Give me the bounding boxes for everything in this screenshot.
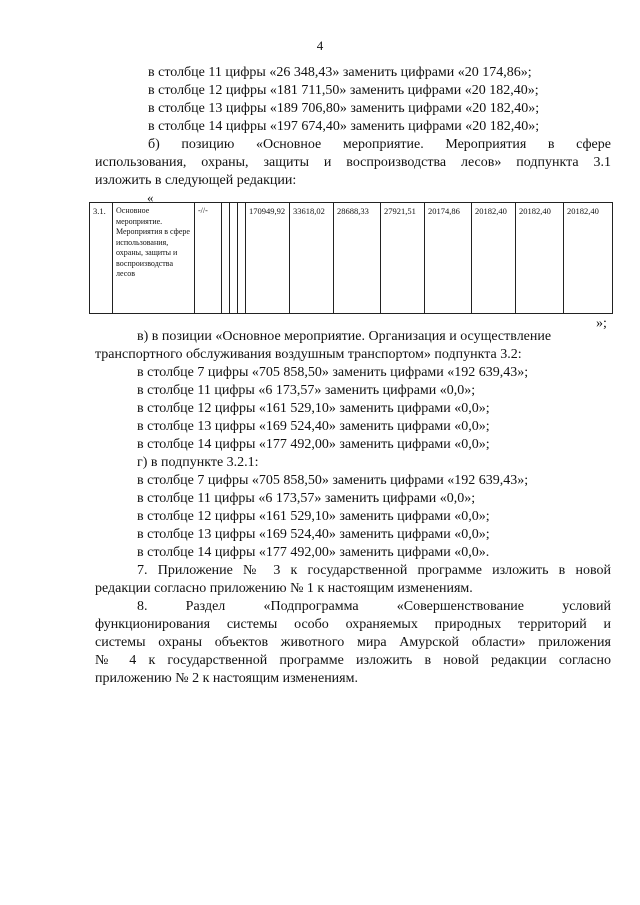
quote-open: « [147, 190, 154, 205]
page-number: 4 [316, 38, 324, 53]
para-g-item-2: в столбце 11 цифры «6 173,57» заменить цифрами «0,0»; [137, 491, 476, 506]
para-b-line-2: использования, охраны, защиты и воспроизводства лесов» подпункта 3.1 [95, 155, 611, 170]
cell-col-10: 27921,51 [381, 203, 425, 314]
cell-empty-3 [238, 203, 246, 314]
cell-col-12: 20182,40 [472, 203, 516, 314]
para-8-line-1: 8. Раздел «Подпрограмма «Совершенствование условий [137, 599, 611, 614]
para-v-item-1: в столбце 7 цифры «705 858,50» заменить цифрами «192 639,43»; [137, 365, 529, 380]
para-v-item-4: в столбце 13 цифры «169 524,40» заменить цифрами «0,0»; [137, 419, 490, 434]
para-g-item-1: в столбце 7 цифры «705 858,50» заменить цифрами «192 639,43»; [137, 473, 529, 488]
cell-empty-1 [222, 203, 230, 314]
para-g-item-5: в столбце 14 цифры «177 492,00» заменить цифрами «0,0». [137, 545, 490, 560]
para-8-line-4: № 4 к государственной программе изложить в новой редакции согласно [95, 653, 611, 668]
para-v-item-3: в столбце 12 цифры «161 529,10» заменить цифрами «0,0»; [137, 401, 490, 416]
para-7-line-2: редакции согласно приложению № 1 к настоящим изменениям. [95, 581, 473, 596]
top-line-2: в столбце 12 цифры «181 711,50» заменить цифрами «20 182,40»; [148, 83, 539, 98]
cell-marker: -//- [195, 203, 222, 314]
para-v-item-5: в столбце 14 цифры «177 492,00» заменить цифрами «0,0»; [137, 437, 490, 452]
program-row-table [89, 202, 613, 314]
cell-col-13: 20182,40 [516, 203, 564, 314]
para-g-item-4: в столбце 13 цифры «169 524,40» заменить цифрами «0,0»; [137, 527, 490, 542]
para-7-line-1: 7. Приложение № 3 к государственной программе изложить в новой [137, 563, 611, 578]
cell-empty-2 [230, 203, 238, 314]
top-line-1: в столбце 11 цифры «26 348,43» заменить цифрами «20 174,86»; [148, 65, 532, 80]
para-8-line-3: системы охраны объектов животного мира Амурской области» приложения [95, 635, 611, 650]
cell-name: Основное мероприятие. Мероприятия в сфере использования, охраны, защиты и воспроизводства лесов [113, 203, 195, 314]
cell-col-14: 20182,40 [564, 203, 613, 314]
para-v-line-1: в) в позиции «Основное мероприятие. Организация и осуществление [137, 329, 552, 344]
para-g-line-1: г) в подпункте 3.2.1: [137, 455, 259, 470]
cell-col-7: 170949,92 [246, 203, 290, 314]
cell-col-8: 33618,02 [290, 203, 334, 314]
para-b-line-3: изложить в следующей редакции: [95, 173, 297, 188]
cell-col-11: 20174,86 [425, 203, 472, 314]
quote-close: »; [596, 316, 607, 331]
para-b-line-1: б) позицию «Основное мероприятие. Мероприятия в сфере [148, 137, 611, 152]
para-v-line-2: транспортного обслуживания воздушным транспортом» подпункта 3.2: [95, 347, 522, 362]
cell-number: 3.1. [90, 203, 113, 314]
para-8-line-2: функционирования системы особо охраняемых природных территорий и [95, 617, 611, 632]
para-v-item-2: в столбце 11 цифры «6 173,57» заменить цифрами «0,0»; [137, 383, 476, 398]
cell-col-9: 28688,33 [334, 203, 381, 314]
para-8-line-5: приложению № 2 к настоящим изменениям. [95, 671, 358, 686]
top-line-4: в столбце 14 цифры «197 674,40» заменить цифрами «20 182,40»; [148, 119, 540, 134]
top-line-3: в столбце 13 цифры «189 706,80» заменить цифрами «20 182,40»; [148, 101, 540, 116]
table-row [90, 203, 613, 314]
para-g-item-3: в столбце 12 цифры «161 529,10» заменить цифрами «0,0»; [137, 509, 490, 524]
